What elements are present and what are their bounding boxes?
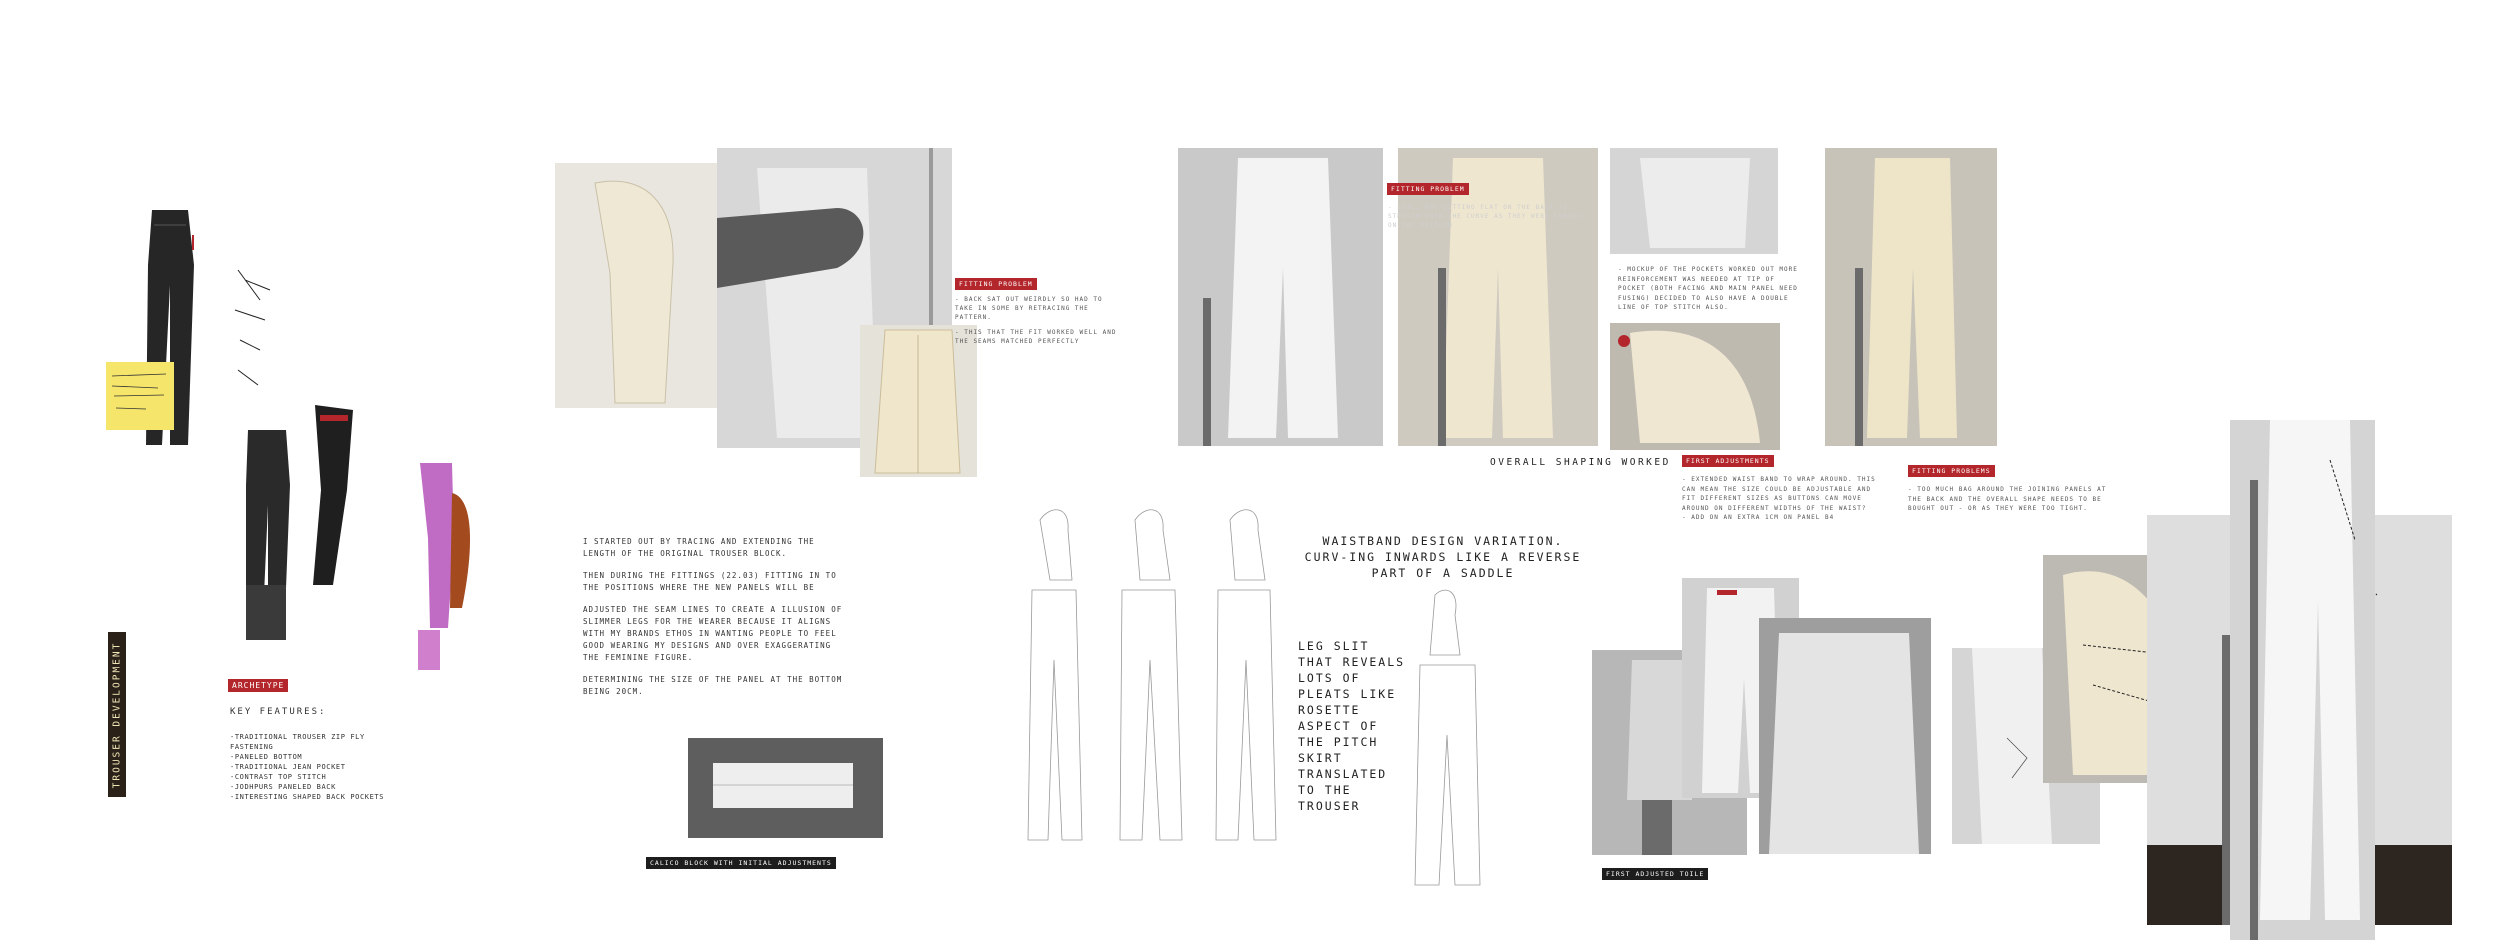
- fitting-final-front-photo: [1825, 148, 1997, 446]
- pocket-detail-photo: [1610, 323, 1780, 450]
- first-adjustments-text: - EXTENDED WAIST BAND TO WRAP AROUND. THIS CAN MEAN THE SIZE COULD BE ADJUSTABLE AND FIT DIFFERENT SIZES AS BUTTONS CAN MOVE AROUND ON DIFFERENT WIDTHS OF THE WAIST? - ADD ON AN EXTRA 1CM ON PANEL B4: [1682, 476, 1876, 521]
- feature-item: -JODHPURS PANELED BACK: [230, 783, 336, 791]
- mockup-note: - MOCKUP OF THE POCKETS WORKED OUT MORE REINFORCEMENT WAS NEEDED AT TIP OF POCKET (BOTH FACING AND MAIN PANEL NEED FUSING) DECIDED TO ALSO HAVE A DOUBLE LINE OF TOP STITCH ALSO.: [1618, 266, 1798, 311]
- fitting-problem-2-text: - STILL NOT SITTING FLAT ON THE BACK SO STRAIGHTENED THE CURVE AS THEY WERE CURVED ON THE PATTERN: [1388, 204, 1582, 229]
- fitting-back-photo: [1178, 148, 1383, 446]
- side-title: TROUSER DEVELOPMENT: [108, 632, 126, 797]
- archetype-handwritten-notes: [230, 260, 280, 400]
- feature-item: -INTERESTING SHAPED BACK POCKETS: [230, 793, 385, 801]
- fitting-problem-1-text: - BACK SAT OUT WEIRDLY SO HAD TO TAKE IN SOME BY RETRACING THE PATTERN. - THIS THAT THE FIT WORKED WELL AND THE SEAMS MATCHED PERFECTLY: [955, 296, 1117, 345]
- archetype-sticky-note: [106, 362, 174, 430]
- archetype-pink-trousers-photo: [412, 458, 482, 673]
- intro-text: I STARTED OUT BY TRACING AND EXTENDING THE LENGTH OF THE ORIGINAL TROUSER BLOCK. THEN DURING THE FITTINGS (22.03) FITTING IN TO THE POSITIONS WHERE THE NEW PANELS WILL BE ADJUSTED THE SEAM LINES TO CREATE A ILLUSION OF SLIMMER LEGS FOR THE WEARER BECAUSE IT ALIGNS WITH MY BRANDS ETHOS IN WANTING PEOPLE TO FEEL GOOD WEARING MY DESIGNS AND OVER EXAGGERATING THE FEMININE FIGURE. DETERMINING THE SIZE OF THE PANEL AT THE BOTTOM BEING 20CM.: [583, 537, 843, 696]
- fitting-problems-3-tag: FITTING PROBLEMS: [1908, 465, 1995, 477]
- waistband-note: WAISTBAND DESIGN VARIATION. CURV-ING INWARDS LIKE A REVERSE PART OF A SADDLE: [1304, 534, 1582, 580]
- archetype-dark-flare-photo: [285, 400, 370, 590]
- leg-slit-note: LEG SLIT THAT REVEALS LOTS OF PLEATS LIKE ROSETTE ASPECT OF THE PITCH SKIRT TRANSLATED TO THE TROUSER: [1298, 639, 1406, 813]
- calico-side-photo: [555, 163, 720, 408]
- calico-caption: CALICO BLOCK WITH INITIAL ADJUSTMENTS: [646, 857, 836, 869]
- feature-item: -TRADITIONAL TROUSER ZIP FLY FASTENING: [230, 733, 365, 751]
- feature-item: -PANELED BOTTOM: [230, 753, 303, 761]
- feature-item: -CONTRAST TOP STITCH: [230, 773, 327, 781]
- fitting-problem-1-tag: FITTING PROBLEM: [955, 278, 1037, 290]
- toile-back-photo: [1759, 618, 1931, 854]
- first-adjustments-tag: FIRST ADJUSTMENTS: [1682, 455, 1774, 467]
- fitting-problems-3-text: - TOO MUCH BAG AROUND THE JOINING PANELS AT THE BACK AND THE OVERALL SHAPE NEEDS TO BE BOUGHT OUT - OR AS THEY WERE TOO TIGHT.: [1908, 486, 2107, 512]
- calico-block-photo: [688, 738, 883, 838]
- feature-item: -TRADITIONAL JEAN POCKET: [230, 763, 346, 771]
- key-features-list: [230, 732, 400, 802]
- key-features-heading: KEY FEATURES:: [230, 707, 327, 717]
- first-toile-caption: FIRST ADJUSTED TOILE: [1602, 868, 1708, 880]
- archetype-tag: ARCHETYPE: [228, 679, 288, 692]
- design-sketches: [1010, 500, 1300, 860]
- fitting-problem-2-tag: FITTING PROBLEM: [1387, 183, 1469, 195]
- calico-back-detail-photo: [860, 325, 977, 477]
- toile-overlap-photo: [2230, 420, 2375, 940]
- overall-shaping-label: OVERALL SHAPING WORKED: [1490, 457, 1671, 468]
- pocket-mockup-photo: [1610, 148, 1778, 254]
